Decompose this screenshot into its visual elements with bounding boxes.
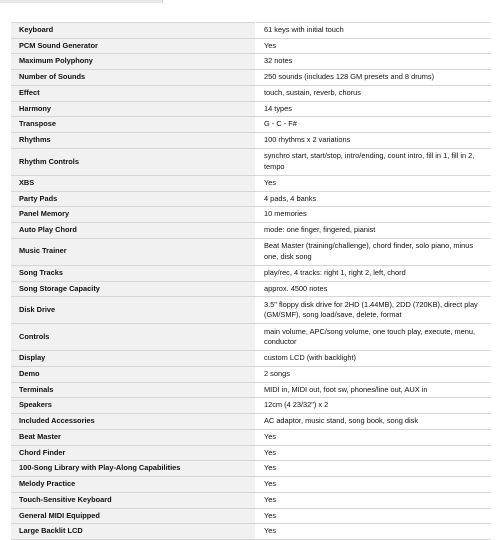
spec-value: synchro start, start/stop, intro/ending, count intro, fill in 1, fill in 2, tempo [256, 148, 492, 175]
spec-row [11, 398, 491, 414]
spec-row [11, 38, 491, 54]
spec-label: Song Tracks [11, 265, 256, 281]
spec-value: 100 rhythms x 2 variations [256, 133, 492, 149]
spec-label: General MIDI Equipped [11, 508, 256, 524]
spec-value: 2 songs [256, 367, 492, 383]
spec-row [11, 414, 491, 430]
spec-table [11, 22, 491, 540]
spec-row [11, 324, 491, 351]
top-tab-strip [0, 0, 163, 3]
spec-value: 4 pads, 4 banks [256, 191, 492, 207]
spec-row [11, 148, 491, 175]
spec-value: Yes [256, 38, 492, 54]
spec-label: Party Pads [11, 191, 256, 207]
spec-value: G - C - F# [256, 117, 492, 133]
spec-label: Transpose [11, 117, 256, 133]
spec-label: Large Backlit LCD [11, 524, 256, 540]
spec-value: 14 types [256, 101, 492, 117]
spec-value: Yes [256, 445, 492, 461]
spec-value: 250 sounds (includes 128 GM presets and 8 drums) [256, 70, 492, 86]
spec-row [11, 429, 491, 445]
spec-label: 100-Song Library with Play-Along Capabilities [11, 461, 256, 477]
spec-value: Yes [256, 461, 492, 477]
spec-label: Disk Drive [11, 297, 256, 324]
spec-value: mode: one finger, fingered, pianist [256, 223, 492, 239]
spec-label: Melody Practice [11, 477, 256, 493]
spec-value: play/rec, 4 tracks: right 1, right 2, left, chord [256, 265, 492, 281]
spec-label: Demo [11, 367, 256, 383]
spec-row [11, 238, 491, 265]
spec-label: Song Storage Capacity [11, 281, 256, 297]
spec-label: Effect [11, 85, 256, 101]
spec-value: AC adaptor, music stand, song book, song disk [256, 414, 492, 430]
spec-row [11, 70, 491, 86]
spec-row [11, 133, 491, 149]
spec-label: Included Accessories [11, 414, 256, 430]
spec-label: Controls [11, 324, 256, 351]
spec-label: Harmony [11, 101, 256, 117]
spec-row [11, 117, 491, 133]
spec-label: XBS [11, 175, 256, 191]
spec-row [11, 351, 491, 367]
spec-row [11, 382, 491, 398]
spec-value: Yes [256, 429, 492, 445]
spec-row [11, 85, 491, 101]
spec-row [11, 477, 491, 493]
spec-row [11, 54, 491, 70]
spec-row [11, 508, 491, 524]
spec-label: PCM Sound Generator [11, 38, 256, 54]
spec-value: 12cm (4 23/32") x 2 [256, 398, 492, 414]
spec-label: Display [11, 351, 256, 367]
spec-value: touch, sustain, reverb, chorus [256, 85, 492, 101]
spec-label: Maximum Polyphony [11, 54, 256, 70]
spec-label: Rhythms [11, 133, 256, 149]
spec-value: MIDI in, MIDI out, foot sw, phones/line out, AUX in [256, 382, 492, 398]
spec-row [11, 492, 491, 508]
spec-value: Yes [256, 477, 492, 493]
spec-row [11, 297, 491, 324]
spec-label: Chord Finder [11, 445, 256, 461]
spec-label: Keyboard [11, 23, 256, 39]
spec-value: 3.5" floppy disk drive for 2HD (1.44MB), 2DD (720KB), direct play (GM/SMF), song load/save, delete, format [256, 297, 492, 324]
spec-label: Beat Master [11, 429, 256, 445]
spec-row [11, 265, 491, 281]
spec-row [11, 524, 491, 540]
spec-value: 61 keys with initial touch [256, 23, 492, 39]
spec-label: Terminals [11, 382, 256, 398]
spec-label: Number of Sounds [11, 70, 256, 86]
spec-row [11, 175, 491, 191]
spec-label: Touch-Sensitive Keyboard [11, 492, 256, 508]
spec-row [11, 191, 491, 207]
spec-row [11, 461, 491, 477]
spec-row [11, 101, 491, 117]
spec-value: custom LCD (with backlight) [256, 351, 492, 367]
spec-value: Yes [256, 508, 492, 524]
spec-label: Speakers [11, 398, 256, 414]
spec-label: Rhythm Controls [11, 148, 256, 175]
spec-value: Yes [256, 524, 492, 540]
spec-value: main volume, APC/song volume, one touch play, execute, menu, conductor [256, 324, 492, 351]
spec-label: Music Trainer [11, 238, 256, 265]
spec-row [11, 281, 491, 297]
spec-row [11, 23, 491, 39]
spec-value: approx. 4500 notes [256, 281, 492, 297]
spec-value: Beat Master (training/challenge), chord finder, solo piano, minus one, disk song [256, 238, 492, 265]
spec-value: 32 notes [256, 54, 492, 70]
spec-row [11, 223, 491, 239]
spec-value: Yes [256, 175, 492, 191]
spec-row [11, 367, 491, 383]
spec-label: Panel Memory [11, 207, 256, 223]
spec-row [11, 207, 491, 223]
spec-value: 10 memories [256, 207, 492, 223]
spec-value: Yes [256, 492, 492, 508]
spec-label: Auto Play Chord [11, 223, 256, 239]
spec-row [11, 445, 491, 461]
